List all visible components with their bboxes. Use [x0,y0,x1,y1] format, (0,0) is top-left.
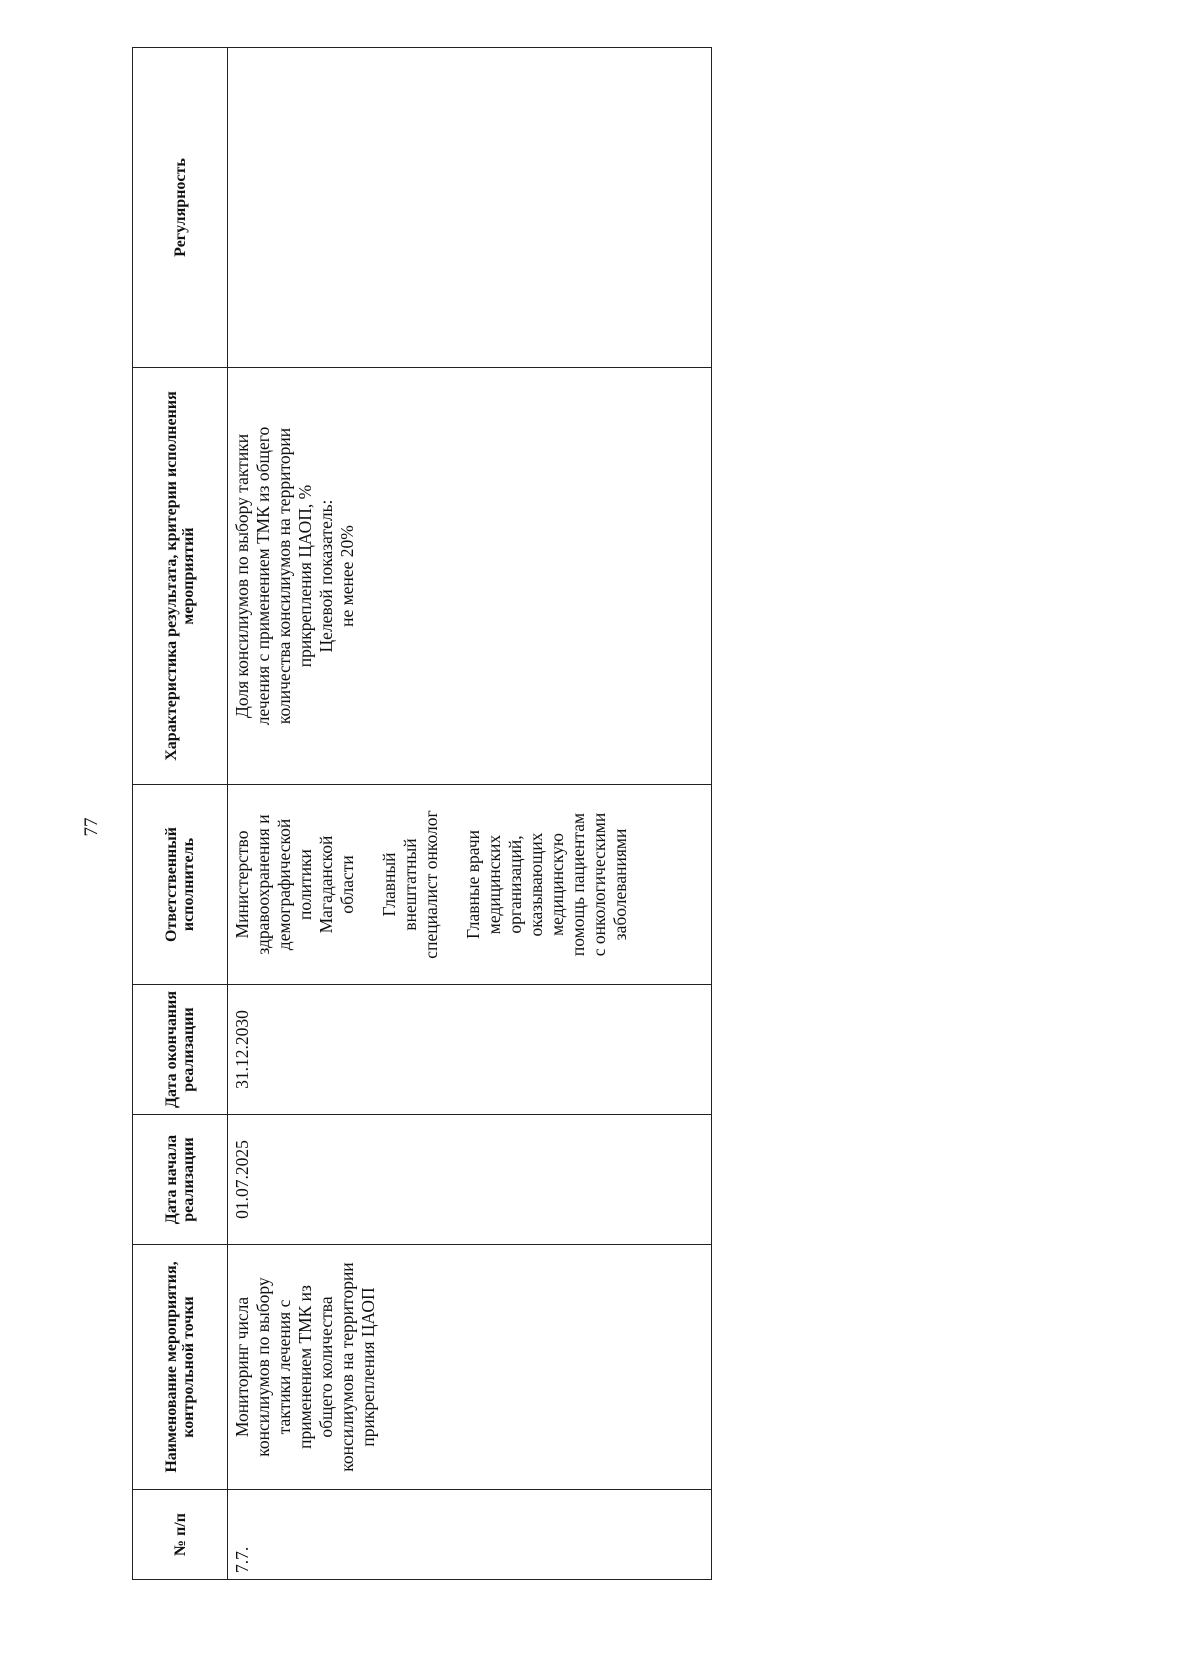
cell-end-date: 31.12.2030 [228,985,712,1115]
header-name: Наименование мероприятия, контрольной точки [133,1245,228,1490]
responsible-line: заболеваниями [610,828,630,941]
name-line: консилиумов на территории [337,1262,357,1472]
cell-result [228,368,712,785]
result-line: Целевой показатель: [316,499,336,653]
cell-name [228,1245,712,1490]
result-line: количества консилиумов на территории [274,427,294,725]
page-number: 77 [80,817,102,837]
name-line: общего количества [316,1296,336,1438]
name-line: тактики лечения с [274,1299,294,1435]
result-line: не менее 20% [337,525,357,627]
responsible-line: оказывающих [526,832,546,937]
header-responsible: Ответственный исполнитель [133,785,228,985]
responsible-line: демографической [274,818,294,951]
name-line: Мониторинг числа [232,1296,252,1438]
spacer [358,791,379,978]
responsible-line: Магаданской [316,835,336,934]
header-regularity: Регулярность [133,48,228,368]
responsible-line: области [337,855,357,914]
cell-num: 7.7. [228,1490,712,1580]
responsible-line: Министерство [232,830,252,939]
table-header-row [133,48,228,1580]
responsible-line: здравоохранения и [253,814,273,955]
responsible-line: помощь пациентам [568,812,588,957]
header-num: № п/п [133,1490,228,1580]
responsible-line: Главные врачи [463,829,483,940]
name-line: применением ТМК из [295,1285,315,1449]
cell-regularity [228,48,712,368]
name-line: прикрепления ЦАОП [358,1287,378,1447]
cell-responsible [228,785,712,985]
header-start: Дата начала реализации [133,1115,228,1245]
responsible-line: внештатный [400,838,420,931]
spacer [442,791,463,978]
rotated-content [132,48,712,1580]
header-result: Характеристика результата, критерии исполнения мероприятий [133,368,228,785]
result-line: Доля консилиумов по выбору тактики [232,433,252,719]
responsible-line: специалист онколог [421,810,441,959]
responsible-line: медицинскую [547,833,567,936]
responsible-line: Главный [379,852,399,917]
name-line: консилиумов по выбору [253,1277,273,1457]
result-line: лечения с применением ТМК из общего [253,426,273,726]
measures-table [132,47,712,1580]
responsible-line: организаций, [505,835,525,934]
responsible-line: медицинских [484,834,504,935]
result-line: прикрепления ЦАОП, % [295,484,315,668]
responsible-line: политики [295,849,315,920]
rotated-page [132,48,1200,1573]
cell-start-date: 01.07.2025 [228,1115,712,1245]
responsible-line: с онкологическими [589,812,609,957]
header-end: Дата окончания реализации [133,985,228,1115]
table-row [228,48,712,1580]
